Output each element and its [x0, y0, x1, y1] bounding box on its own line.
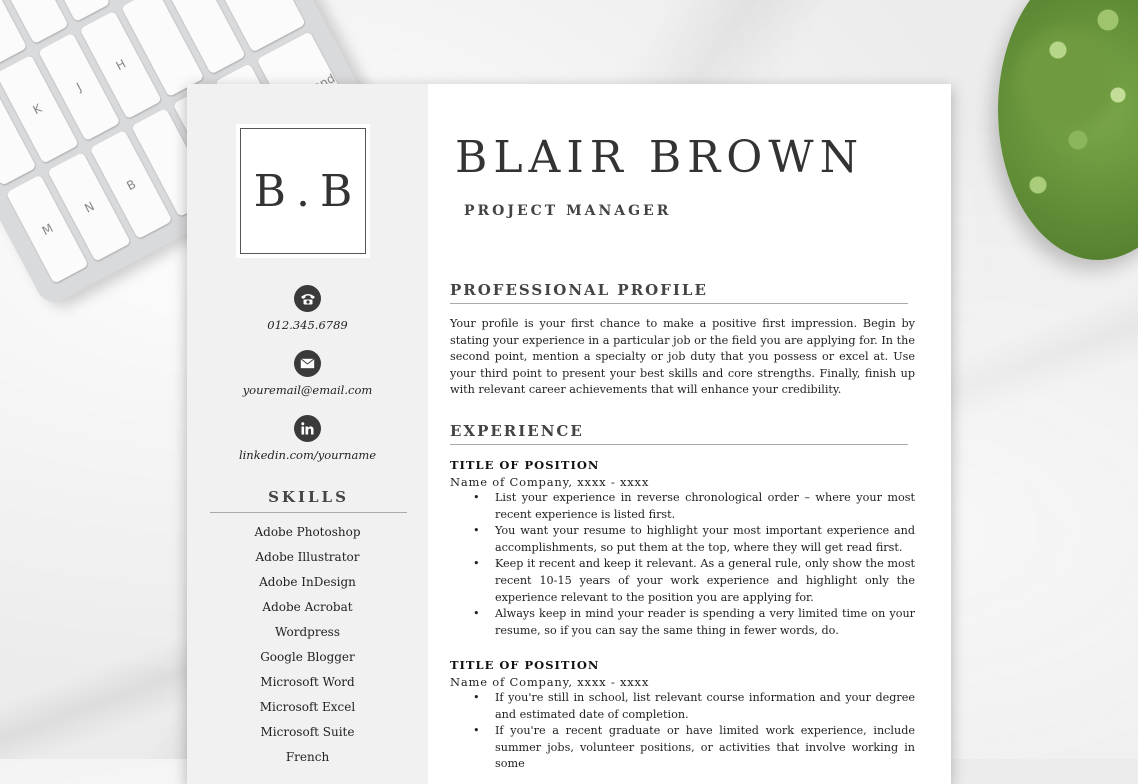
- job-bullet: • Always keep in mind your reader is spending a very limited time on your resume, so if you can say the same thing in fewer words, do.: [495, 606, 915, 639]
- phone-number: 012.345.6789: [267, 318, 348, 332]
- skill-item: Microsoft Word: [260, 675, 355, 689]
- linkedin-icon: [294, 415, 321, 442]
- contact-phone: [187, 285, 428, 332]
- keyboard-key: K: [0, 55, 79, 164]
- monogram-text: B.B: [240, 128, 366, 254]
- keyboard-key: H: [79, 10, 162, 119]
- job-bullet: • You want your resume to highlight your most important experience and accomplishments, so put them at the top, where they will get read first.: [495, 523, 915, 556]
- skill-item: French: [285, 750, 330, 764]
- contact-email: [187, 350, 428, 397]
- profile-text: Your profile is your first chance to make a positive first impression. Begin by stating your experience in a particular job or the field you are applying for. In the second point, mention a specialty or job duty that you possess or excel at. Use your third point to present your best skills and core strengths. Finally, finish up with relevant career achievements that will enhance your credibility.: [450, 317, 915, 397]
- job-title: TITLE OF POSITION: [450, 458, 600, 472]
- keyboard-key: B: [90, 130, 173, 239]
- skills-heading: SKILLS: [210, 488, 407, 513]
- skill-item: Adobe Photoshop: [254, 525, 361, 539]
- job-company: Name of Company, xxxx - xxxx: [450, 675, 650, 689]
- profile-heading: PROFESSIONAL PROFILE: [450, 281, 908, 304]
- linkedin-url: linkedin.com/yourname: [238, 448, 377, 462]
- job-bullets: [450, 690, 915, 773]
- job-title: TITLE OF POSITION: [450, 658, 600, 672]
- job-bullets: [450, 490, 915, 639]
- skill-item: Microsoft Suite: [260, 725, 355, 739]
- experience-heading: EXPERIENCE: [450, 422, 908, 445]
- monogram: [236, 124, 370, 258]
- skill-item: Google Blogger: [260, 650, 355, 664]
- contact-linkedin: [187, 415, 428, 462]
- job-bullet: • List your experience in reverse chronological order – where your most recent experience is listed first.: [495, 490, 915, 523]
- job-company: Name of Company, xxxx - xxxx: [450, 475, 650, 489]
- keyboard-key: N: [48, 152, 131, 261]
- plant: [998, 0, 1138, 260]
- job-entry: [450, 457, 915, 639]
- resume-main: [428, 84, 951, 784]
- skill-item: Adobe Acrobat: [262, 600, 353, 614]
- job-bullet: • If you're a recent graduate or have limited work experience, include summer jobs, volunteer positions, or activities that involve working in some: [495, 723, 915, 773]
- skill-item: Microsoft Excel: [259, 700, 356, 714]
- skill-item: Adobe InDesign: [259, 575, 356, 589]
- email-address: youremail@email.com: [242, 383, 373, 397]
- keyboard-key: M: [6, 175, 89, 284]
- job-bullet: • Keep it recent and keep it relevant. As a general rule, only show the most recent 10-15 years of your work experience and highlight only the experience relevant to the position you are applying for.: [495, 556, 915, 606]
- skills-list: [187, 520, 428, 770]
- job-entry: [450, 657, 915, 773]
- candidate-name: BLAIR BROWN: [455, 132, 865, 183]
- email-icon: [294, 350, 321, 377]
- keyboard-key: J: [38, 32, 121, 141]
- phone-icon: [294, 285, 321, 312]
- skill-item: Adobe Illustrator: [255, 550, 360, 564]
- job-bullet: • If you're still in school, list relevant course information and your degree and estimated date of completion.: [495, 690, 915, 723]
- candidate-role: PROJECT MANAGER: [464, 203, 672, 219]
- resume-page: [187, 84, 951, 784]
- skill-item: Wordpress: [275, 625, 340, 639]
- resume-sidebar: [187, 84, 428, 784]
